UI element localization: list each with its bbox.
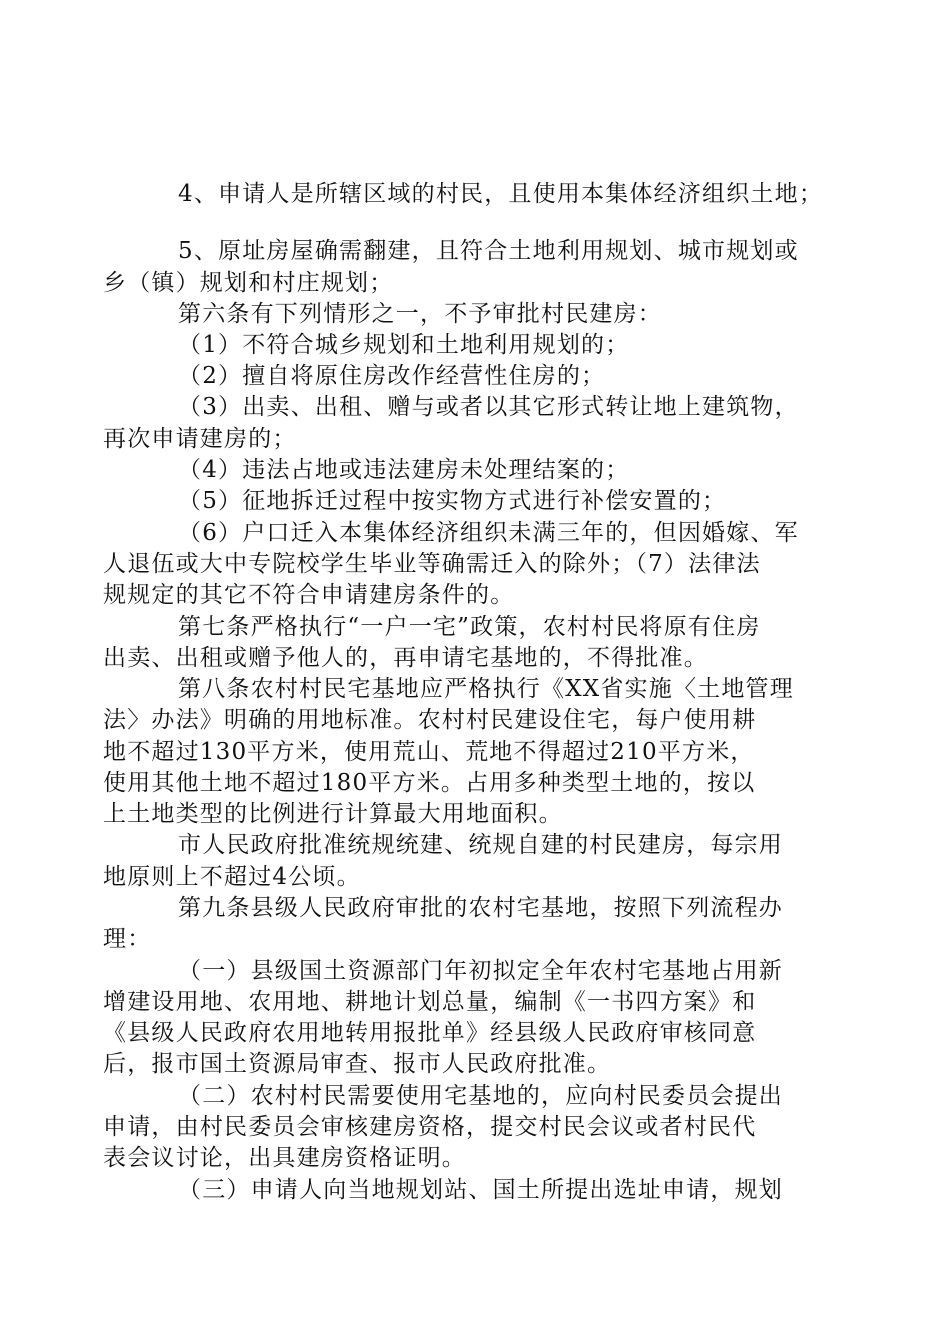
text-line: 法〉办法》明确的用地标准。农村村民建设住宅，每户使用耕 [103, 707, 757, 733]
text-line: （1）不符合城乡规划和土地利用规划的； [178, 332, 630, 358]
text-line: 市人民政府批准统规统建、统规自建的村民建房，每宗用 [178, 832, 783, 858]
text-line: 再次申请建房的； [103, 426, 297, 452]
text-line: 第八条农村村民宅基地应严格执行《XX省实施〈土地管理 [178, 676, 794, 702]
text-line: 第七条严格执行“一户一宅”政策，农村村民将原有住房 [178, 614, 761, 640]
text-line: 申请，由村民委员会审核建房资格，提交村民会议或者村民代 [103, 1114, 757, 1140]
text-line: 增建设用地、农用地、耕地计划总量，编制《一书四方案》和 [103, 989, 757, 1015]
text-line: 《县级人民政府农用地转用报批单》经县级人民政府审核同意 [103, 1020, 757, 1046]
text-line: 理： [103, 926, 152, 952]
text-line: 上土地类型的比例进行计算最大用地面积。 [103, 801, 563, 827]
text-line: （2）擅自将原住房改作经营性住房的； [178, 363, 606, 389]
text-line: 后，报市国土资源局审查、报市人民政府批准。 [103, 1051, 612, 1077]
text-line: 地不超过130平方米，使用荒山、荒地不得超过210平方米， [103, 739, 755, 765]
text-line: 4、申请人是所辖区域的村民，且使用本集体经济组织土地； [178, 181, 824, 207]
text-line: 第六条有下列情形之一，不予审批村民建房： [178, 301, 662, 327]
text-line: 乡（镇）规划和村庄规划； [103, 270, 394, 296]
text-line: （二）农村村民需要使用宅基地的，应向村民委员会提出 [178, 1083, 783, 1109]
text-line: （4）违法占地或违法建房未处理结案的； [178, 457, 630, 483]
text-line: 5、原址房屋确需翻建，且符合土地利用规划、城市规划或 [178, 238, 799, 264]
text-line: 使用其他土地不超过180平方米。占用多种类型土地的，按以 [103, 770, 756, 796]
text-line: （三）申请人向当地规划站、国土所提出选址申请，规划 [178, 1177, 783, 1203]
text-line: 人退伍或大中专院校学生毕业等确需迁入的除外；（7）法律法 [103, 551, 761, 577]
text-line: （5）征地拆迁过程中按实物方式进行补偿安置的； [178, 488, 727, 514]
text-line: 出卖、出租或赠予他人的，再申请宅基地的，不得批准。 [103, 645, 708, 671]
text-line: （6）户口迁入本集体经济组织未满三年的，但因婚嫁、军 [178, 520, 799, 546]
text-line: 地原则上不超过4公顷。 [103, 864, 361, 890]
text-line: （一）县级国土资源部门年初拟定全年农村宅基地占用新 [178, 958, 783, 984]
text-line: 规规定的其它不符合申请建房条件的。 [103, 582, 515, 608]
text-line: （3）出卖、出租、赠与或者以其它形式转让地上建筑物， [178, 394, 799, 420]
text-line: 第九条县级人民政府审批的农村宅基地，按照下列流程办 [178, 895, 783, 921]
text-line: 表会议讨论，出具建房资格证明。 [103, 1145, 466, 1171]
